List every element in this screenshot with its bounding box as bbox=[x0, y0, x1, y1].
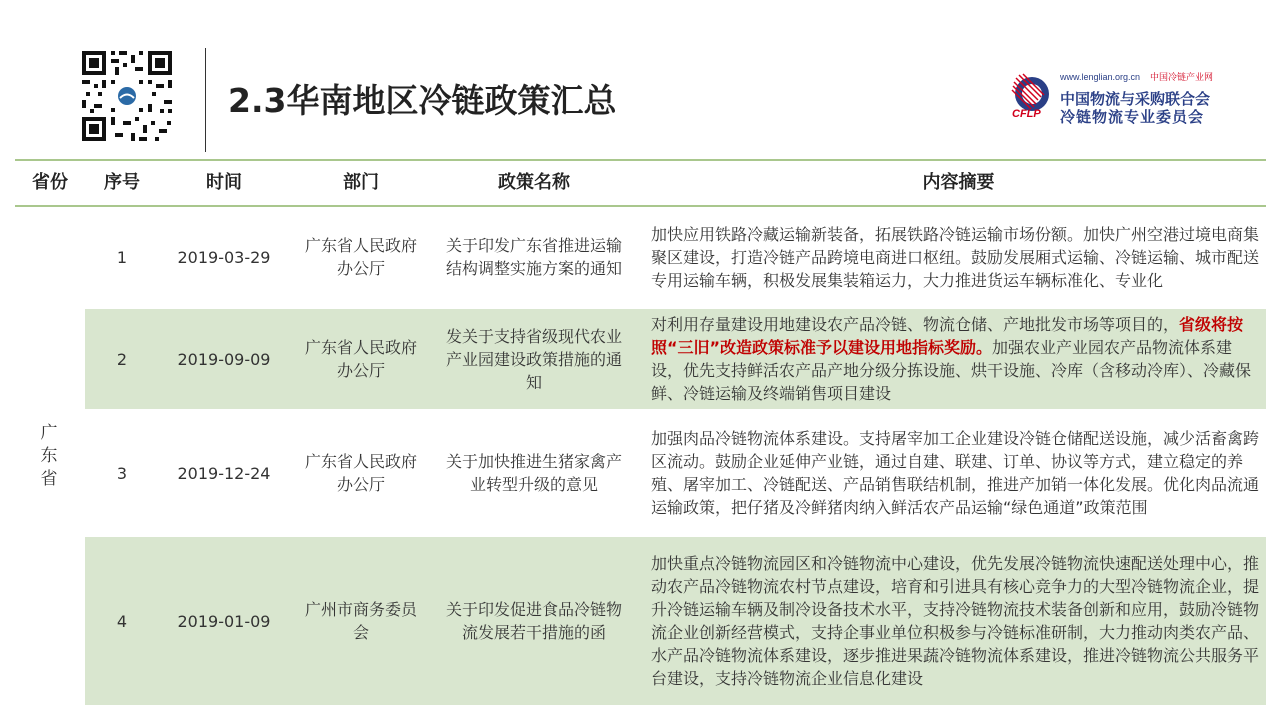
cflp-abbr: CFLP bbox=[1012, 108, 1041, 120]
title-divider bbox=[205, 48, 206, 152]
table-row bbox=[85, 411, 1266, 535]
website-name: 中国冷链产业网 bbox=[1150, 72, 1214, 82]
row-number: 2 bbox=[116, 349, 128, 369]
header-summary: 内容摘要 bbox=[922, 172, 995, 193]
row-policy: 关于印发广东省推进运输结构调整实施方案的通知 bbox=[445, 236, 622, 278]
header-number: 序号 bbox=[104, 172, 140, 193]
page-title: 2.3华南地区冷链政策汇总 bbox=[228, 81, 617, 120]
row-number: 3 bbox=[116, 463, 128, 483]
row-department: 广东省人民政府办公厅 bbox=[304, 452, 417, 494]
row-number: 1 bbox=[116, 247, 128, 267]
row-summary bbox=[651, 207, 1266, 307]
row-date: 2019-12-24 bbox=[177, 463, 271, 483]
row-department: 广东省人民政府办公厅 bbox=[304, 338, 417, 380]
cflp-logo bbox=[1002, 64, 1252, 126]
row-department: 广东省人民政府办公厅 bbox=[304, 236, 417, 278]
row-date: 2019-03-29 bbox=[177, 247, 271, 267]
row-summary bbox=[651, 537, 1266, 705]
header-policy: 政策名称 bbox=[498, 172, 570, 193]
logo-website bbox=[1060, 70, 1213, 83]
header-date: 时间 bbox=[206, 172, 242, 193]
table-row bbox=[85, 537, 1266, 705]
summary-highlight: 省级将按照“三旧”改造政策标准予以建设用地指标奖励。 bbox=[651, 315, 1244, 357]
table-row bbox=[85, 207, 1266, 307]
row-policy: 关于印发促进食品冷链物流发展若干措施的函 bbox=[445, 600, 622, 642]
summary-text: 加快重点冷链物流园区和冷链物流中心建设，优先发展冷链物流快速配送处理中心，推动农产品冷链物流农村节点建设，培育和引进具有核心竞争力的大型冷链物流企业，提升冷链运输车辆及制冷设备技术水平，支持冷链物流技术装备创新和应用，鼓励冷链物流企业创新经营模式，支持企事业单位积极参与冷链标准研制，大力推动肉类农产品、水产品冷链物流体系建设，逐步推进果蔬冷链物流体系建设，推进冷链物流公共服务平台建设，支持冷链物流企业信息化建设 bbox=[651, 554, 1260, 688]
row-summary bbox=[651, 411, 1266, 535]
org-name-line2: 冷链物流专业委员会 bbox=[1060, 108, 1205, 126]
summary-text: 对利用存量建设用地建设农产品冷链、物流仓储、产地批发市场等项目的， bbox=[651, 315, 1180, 334]
row-policy: 关于加快推进生猪家禽产业转型升级的意见 bbox=[445, 452, 622, 494]
header-department: 部门 bbox=[343, 172, 379, 193]
website-url: www.lenglian.org.cn bbox=[1060, 72, 1141, 82]
row-date: 2019-01-09 bbox=[177, 611, 271, 631]
table-header bbox=[15, 159, 1266, 207]
qr-code bbox=[78, 47, 176, 145]
org-name-line1: 中国物流与采购联合会 bbox=[1060, 90, 1211, 108]
header-province: 省份 bbox=[32, 172, 68, 193]
summary-text: 加强肉品冷链物流体系建设。支持屠宰加工企业建设冷链仓储配送设施，减少活畜禽跨区流动。鼓励企业延伸产业链，通过自建、联建、订单、协议等方式，建立稳定的养殖、屠宰加工、冷链配送、产品销售联结机制，推进产加销一体化发展。优化肉品流通运输政策，把仔猪及冷鲜猪肉纳入鲜活农产品运输“绿色通道”政策范围 bbox=[651, 429, 1260, 517]
province-label: 广东省 bbox=[40, 422, 58, 489]
row-summary bbox=[651, 309, 1266, 409]
table-row bbox=[85, 309, 1266, 409]
row-date: 2019-09-09 bbox=[177, 349, 271, 369]
summary-text-rest: 加强农业产业园农产品物流体系建设，优先支持鲜活农产品产地分级分拣设施、烘干设施、冷库（含移动冷库）、冷藏保鲜、冷链运输及终端销售项目建设 bbox=[651, 338, 1252, 403]
province-cell bbox=[15, 207, 83, 705]
row-policy: 发关于支持省级现代农业产业园建设政策措施的通知 bbox=[445, 326, 622, 392]
summary-text: 加快应用铁路冷藏运输新装备，拓展铁路冷链运输市场份额。加快广州空港过境电商集聚区建设，打造冷链产品跨境电商进口枢纽。鼓励发展厢式运输、冷链运输、城市配送专用运输车辆，积极发展集装箱运力，大力推进货运车辆标准化、专业化 bbox=[651, 224, 1260, 290]
row-department: 广州市商务委员会 bbox=[304, 600, 417, 642]
row-number: 4 bbox=[116, 611, 128, 631]
